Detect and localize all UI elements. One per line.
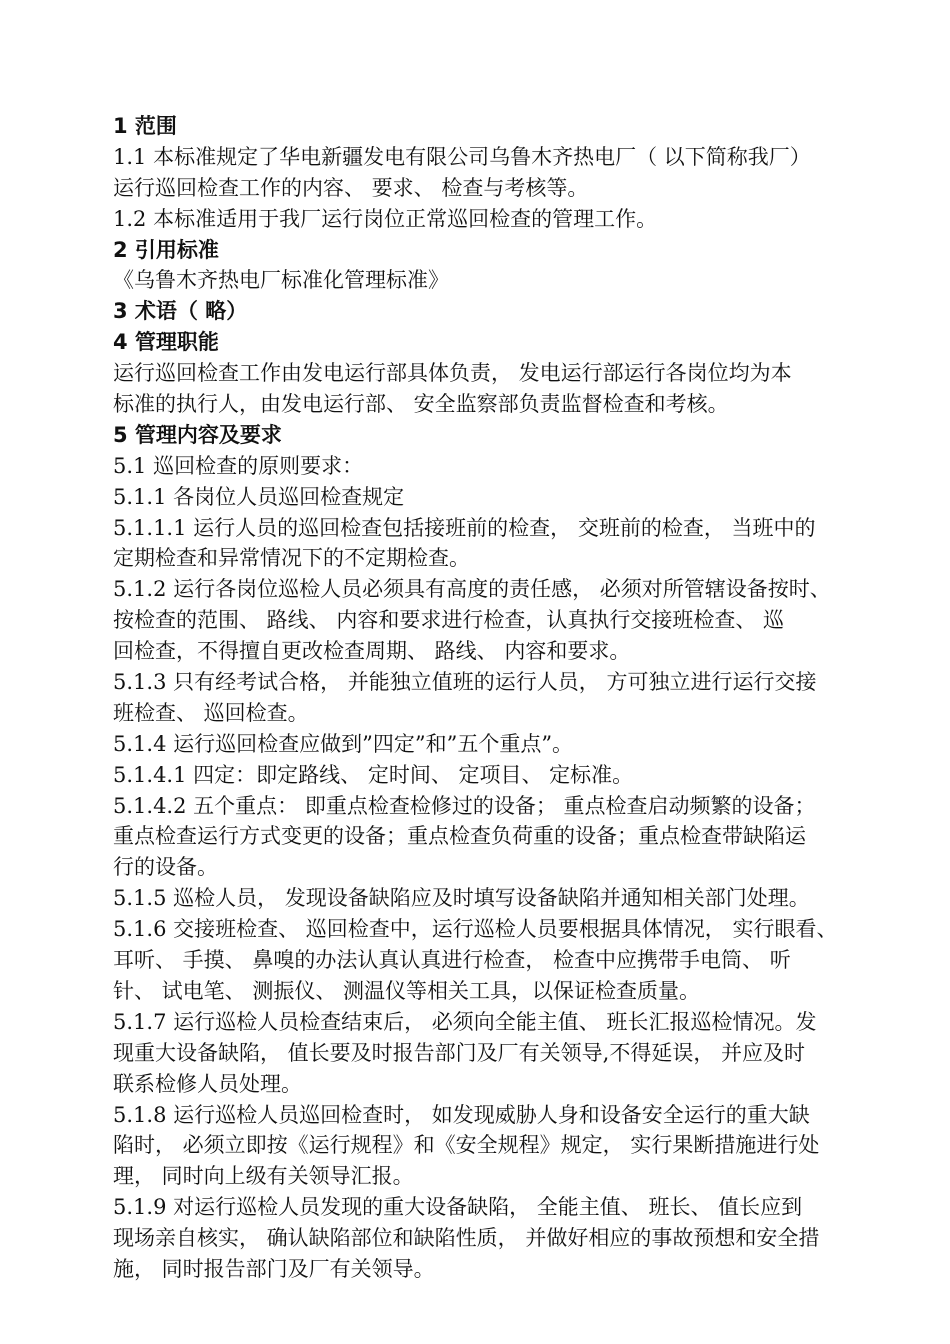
paragraph-line: 5.1.4 运行巡回检查应做到”四定”和”五个重点”。 [113,731,574,756]
section-heading: 4 管理职能 [113,330,219,355]
section-heading: 5 管理内容及要求 [113,422,282,447]
paragraph-line: 针、 试电笔、 测振仪、 测温仪等相关工具，以保证检查质量。 [113,978,701,1003]
paragraph-line: 1.1 本标准规定了华电新疆发电有限公司乌鲁木齐热电厂（ 以下简称我厂） [113,144,811,169]
paragraph-line: 陷时， 必须立即按《运行规程》和《安全规程》规定， 实行果断措施进行处 [113,1133,820,1158]
paragraph-line: 定期检查和异常情况下的不定期检查。 [113,546,470,571]
paragraph-line: 5.1.1 各岗位人员巡回检查规定 [113,484,405,509]
paragraph-line: 耳听、 手摸、 鼻嗅的办法认真认真进行检查， 检查中应携带手电筒、 听 [113,948,791,973]
paragraph-line: 1.2 本标准适用于我厂运行岗位正常巡回检查的管理工作。 [113,206,658,231]
paragraph-line: 重点检查运行方式变更的设备；重点检查负荷重的设备；重点检查带缺陷运 [113,824,806,849]
paragraph-line: 施， 同时报告部门及厂有关领导。 [113,1256,435,1281]
paragraph-line: 5.1.3 只有经考试合格， 并能独立值班的运行人员， 方可独立进行运行交接 [113,670,817,695]
section-heading: 1 范围 [113,114,177,138]
section-heading: 3 术语（ 略） [113,299,248,324]
paragraph-line: 5.1 巡回检查的原则要求： [113,453,364,478]
paragraph-line: 5.1.2 运行各岗位巡检人员必须具有高度的责任感， 必须对所管辖设备按时、 [113,577,831,602]
paragraph-line: 现重大设备缺陷， 值长要及时报告部门及厂有关领导,不得延误， 并应及时 [113,1040,806,1065]
paragraph-line: 按检查的范围、 路线、 内容和要求进行检查，认真执行交接班检查、 巡 [113,608,785,633]
paragraph-line: 5.1.5 巡检人员， 发现设备缺陷应及时填写设备缺陷并通知相关部门处理。 [113,886,810,911]
paragraph-line: 5.1.4.2 五个重点： 即重点检查检修过的设备； 重点检查启动频繁的设备； [113,793,816,818]
paragraph-line: 《乌鲁木齐热电厂标准化管理标准》 [113,268,449,293]
paragraph-line: 5.1.9 对运行巡检人员发现的重大设备缺陷， 全能主值、 班长、 值长应到 [113,1195,803,1220]
paragraph-line: 运行巡回检查工作的内容、 要求、 检查与考核等。 [113,175,589,200]
paragraph-line: 5.1.6 交接班检查、 巡回检查中，运行巡检人员要根据具体情况， 实行眼看、 [113,917,838,942]
paragraph-line: 5.1.8 运行巡检人员巡回检查时， 如发现威胁人身和设备安全运行的重大缺 [113,1102,810,1127]
paragraph-line: 班检查、 巡回检查。 [113,700,309,725]
paragraph-line: 回检查，不得擅自更改检查周期、 路线、 内容和要求。 [113,639,631,664]
document-body [113,111,900,1285]
paragraph-line: 联系检修人员处理。 [113,1071,302,1096]
section-heading: 2 引用标准 [113,237,219,262]
paragraph-line: 5.1.1.1 运行人员的巡回检查包括接班前的检查， 交班前的检查， 当班中的 [113,515,816,540]
paragraph-line: 行的设备。 [113,855,218,880]
paragraph-line: 运行巡回检查工作由发电运行部具体负责， 发电运行部运行各岗位均为本 [113,361,792,386]
paragraph-line: 5.1.7 运行巡检人员检查结束后， 必须向全能主值、 班长汇报巡检情况。发 [113,1009,817,1034]
paragraph-line: 理， 同时向上级有关领导汇报。 [113,1164,414,1189]
paragraph-line: 标准的执行人，由发电运行部、 安全监察部负责监督检查和考核。 [113,392,729,417]
paragraph-line: 5.1.4.1 四定：即定路线、 定时间、 定项目、 定标准。 [113,762,634,787]
paragraph-line: 现场亲自核实， 确认缺陷部位和缺陷性质， 并做好相应的事故预想和安全措 [113,1226,820,1251]
